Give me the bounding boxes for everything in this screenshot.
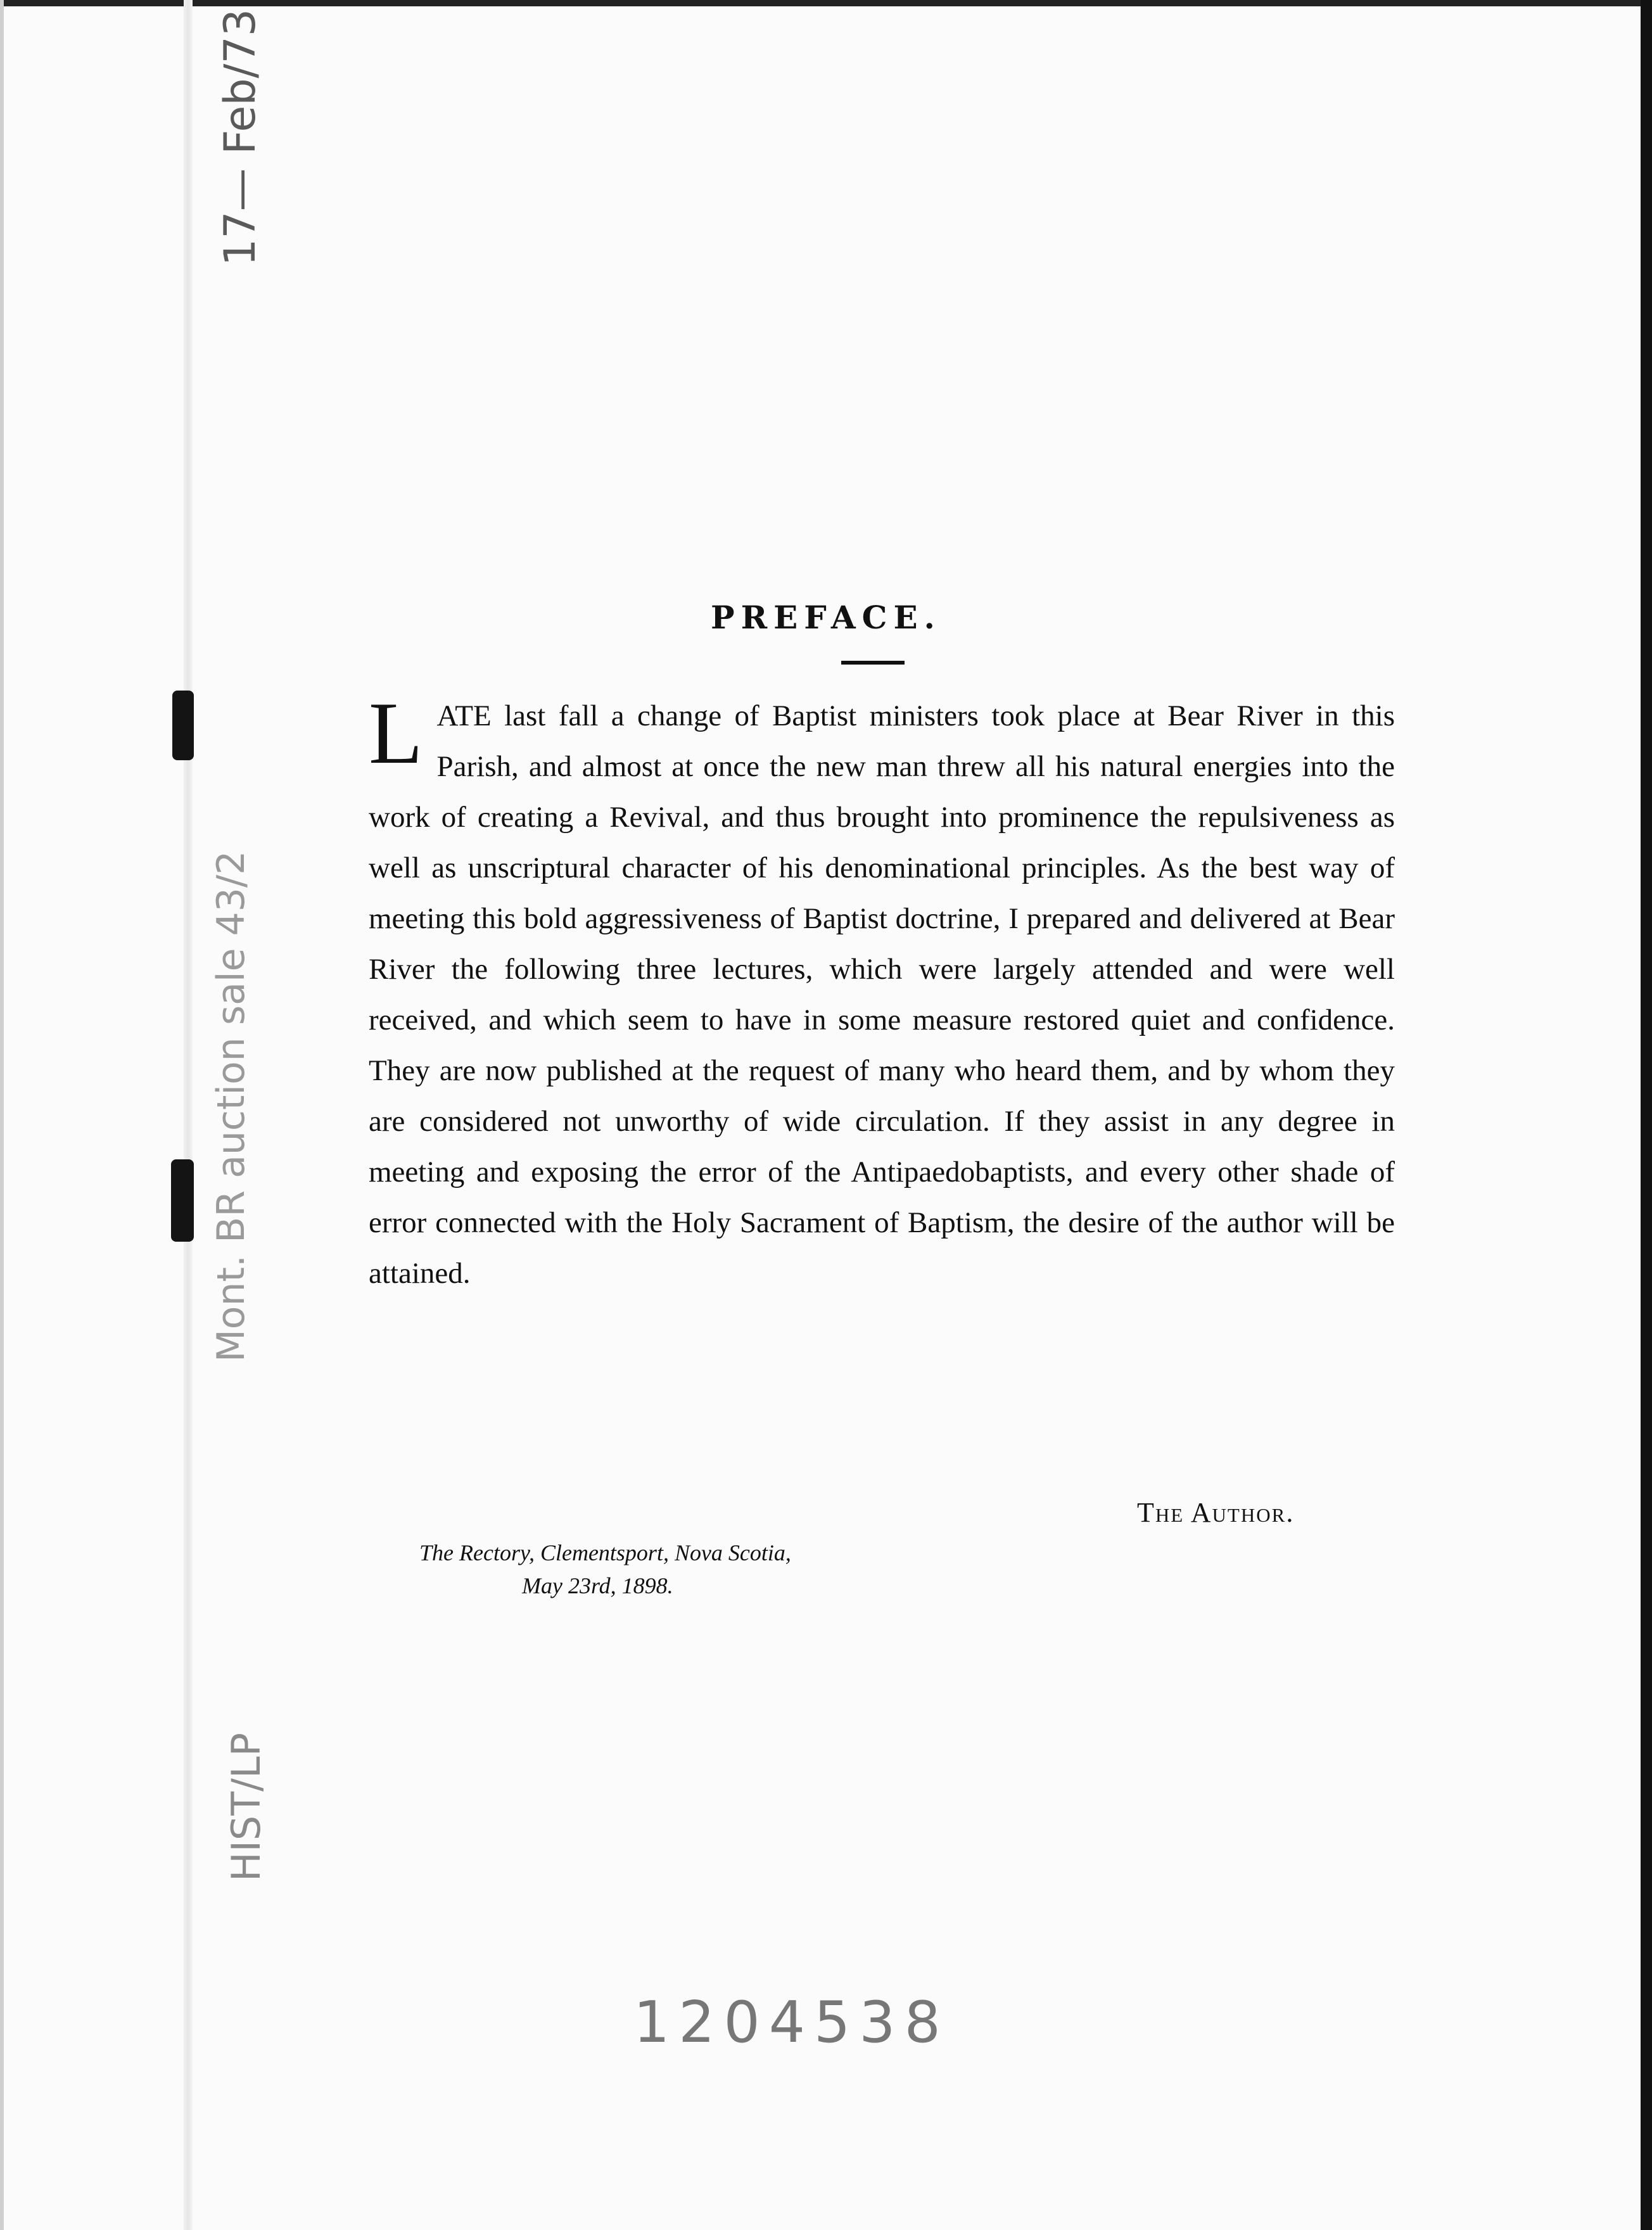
handwritten-auction-note: Mont. BR auction sale 43/2 [209, 850, 253, 1362]
scan-right-edge [1641, 0, 1652, 2230]
place-and-date [419, 1536, 791, 1602]
binding-mark-lower [171, 1159, 194, 1242]
author-signature: The Author. [1137, 1497, 1295, 1528]
handwritten-date-note: 17— Feb/73 [215, 9, 265, 266]
scan-top-edge [0, 0, 1652, 6]
binding-mark-upper [172, 691, 194, 760]
date-line: May 23rd, 1898. [522, 1573, 673, 1598]
drop-cap: L [369, 684, 423, 782]
title-rule [841, 661, 905, 665]
preface-body [369, 684, 1395, 1299]
place-line: The Rectory, Clementsport, Nova Scotia, [419, 1540, 791, 1565]
accession-number: 1204538 [633, 1989, 950, 2056]
scan-left-edge [0, 0, 4, 2230]
page-gutter [184, 0, 193, 2230]
handwritten-call-number: HIST/LP [223, 1733, 269, 1882]
page-title: PREFACE. [711, 599, 941, 636]
preface-text: ATE last fall a change of Baptist ministers took place at Bear River in this Parish, and almost at once the new man threw all his natural energies into the work of creating a Revival, and thus brought into prominence the repulsiveness as well as unscriptural character of his denominational principles. As the best way of meeting this bold aggressiveness of Baptist doctrine, I prepared and delivered at Bear River the following three lectures, which were largely attended and were well received, and which seem to have in some measure restored quiet and confidence. They are now published at the request of many who heard them, and by whom they are considered not unworthy of wide circulation. If they assist in any degree in meeting and exposing the error of the Antipaedobaptists, and every other shade of error connected with the Holy Sacrament of Baptism, the desire of the author will be attained. [369, 699, 1395, 1290]
